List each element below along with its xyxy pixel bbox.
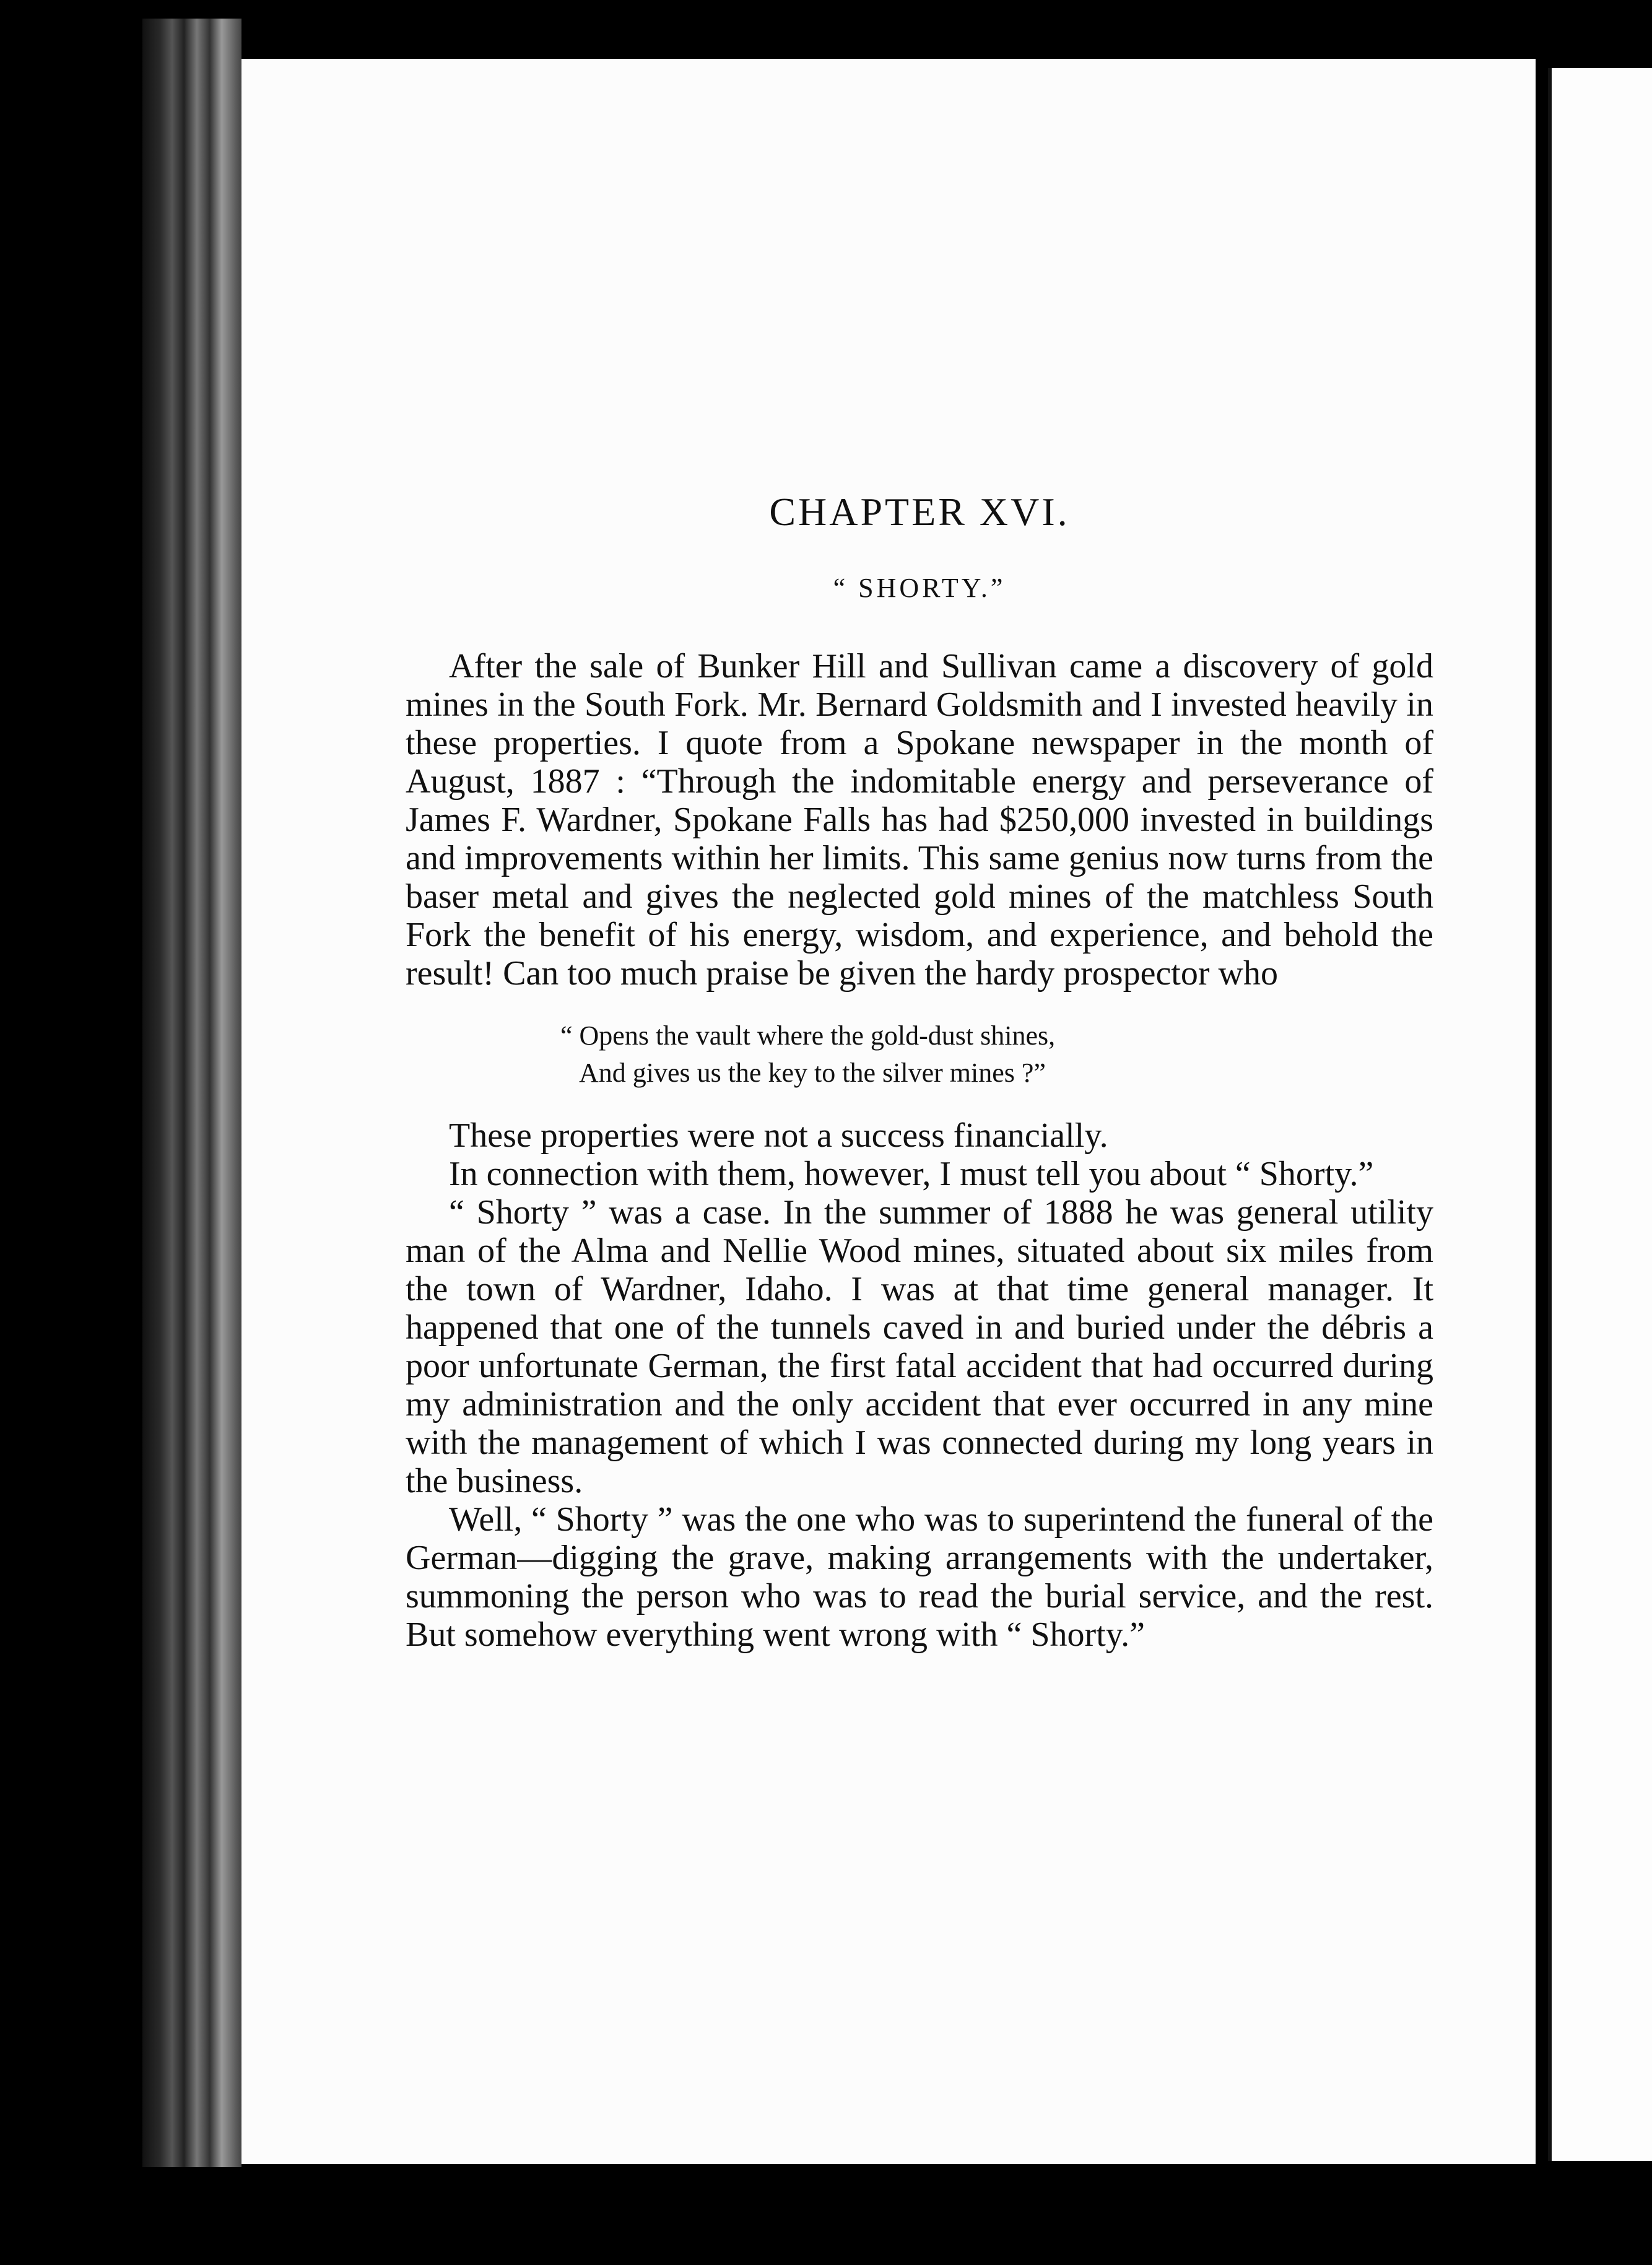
chapter-title: CHAPTER XVI. — [769, 490, 1070, 534]
paragraph-4: “ Shorty ” was a case. In the summer of 1888 he was general utility man of the Alma and Nellie Wood mines, situated about six miles from the town of Wardner, Idaho. I was at that time general manager. It happened that one of the tunnels caved in and buried under the débris a poor unfortunate German, the first fatal accident that had occurred during my administration and the only accident that ever occurred in any mine with the management of which I was connected during my long years in the business. — [406, 1193, 1433, 1500]
page-text — [406, 489, 1433, 1654]
chapter-subtitle: “ SHORTY.” — [833, 573, 1006, 603]
verse-quote — [560, 1017, 1433, 1092]
facing-page-edge — [1548, 68, 1652, 2161]
paragraph-5: Well, “ Shorty ” was the one who was to superintend the funeral of the German—digging the grave, making arrangements with the undertaker, summoning the person who was to read the burial service, and the rest. But somehow everything went wrong with “ Shorty.” — [406, 1500, 1433, 1654]
paragraph-3: In connection with them, however, I must tell you about “ Shorty.” — [449, 1155, 1374, 1193]
book-spine-edge — [142, 19, 241, 2167]
paragraph-2: These properties were not a success financially. — [449, 1116, 1108, 1155]
paragraph-1: After the sale of Bunker Hill and Sullivan came a discovery of gold mines in the South Fork. Mr. Bernard Goldsmith and I invested heavily in these properties. I quote from a Spokane newspaper in the month of August, 1887 : “Through the indomitable energy and perseverance of James F. Wardner, Spokane Falls has had $250,000 invested in buildings and improvements within her limits. This same genius now turns from the baser metal and gives the neglected gold mines of the matchless South Fork the benefit of his energy, wisdom, and experience, and behold the result! Can too much praise be given the hardy prospector who — [406, 647, 1433, 993]
verse-line-2: And gives us the key to the silver mines ?” — [579, 1058, 1046, 1088]
verse-line-1: “ Opens the vault where the gold-dust shines, — [560, 1020, 1056, 1051]
